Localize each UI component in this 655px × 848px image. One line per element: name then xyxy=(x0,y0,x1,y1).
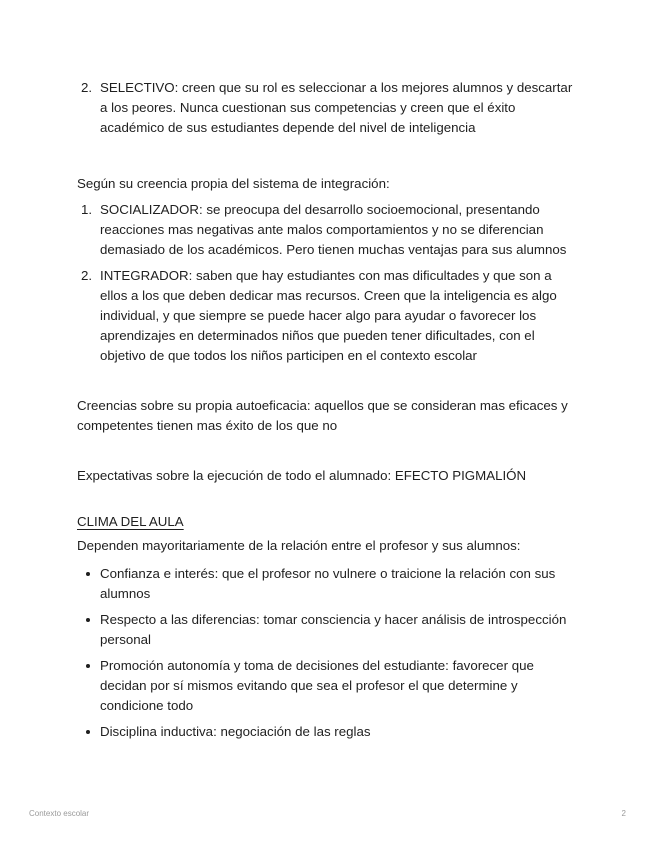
list-number: 2. xyxy=(81,268,93,283)
bullet-item xyxy=(77,656,582,716)
integration-belief-list xyxy=(77,200,582,366)
list-number: 2. xyxy=(81,80,93,95)
section-heading-clima: CLIMA DEL AULA xyxy=(77,514,184,529)
bullet-dot-icon xyxy=(86,572,90,576)
list-item-socializador xyxy=(77,200,582,260)
document-page xyxy=(77,78,582,748)
self-efficacy-paragraph: Creencias sobre su propia autoeficacia: aquellos que se consideran mas eficaces y competentes tienen mas éxito de los que no xyxy=(77,398,568,433)
list-item-selectivo xyxy=(77,78,582,138)
bullet-dot-icon xyxy=(86,664,90,668)
bullet-text: Respecto a las diferencias: tomar consciencia y hacer análisis de introspección personal xyxy=(100,612,567,647)
bullet-text: Disciplina inductiva: negociación de las reglas xyxy=(100,724,371,739)
bullet-dot-icon xyxy=(86,730,90,734)
bullet-item xyxy=(77,610,582,650)
bullet-text: Confianza e interés: que el profesor no vulnere o traicione la relación con sus alumnos xyxy=(100,566,556,601)
bullet-item xyxy=(77,564,582,604)
list-item-text: SOCIALIZADOR: se preocupa del desarrollo socioemocional, presentando reacciones mas negativas ante malos comportamientos y no se diferencian demasiado de los académicos. Pero tienen muchas ventajas para sus alumnos xyxy=(100,202,567,257)
integration-intro: Según su creencia propia del sistema de integración: xyxy=(77,176,390,191)
teacher-role-list xyxy=(77,78,582,138)
footer-page-number: 2 xyxy=(621,809,626,818)
list-item-text: SELECTIVO: creen que su rol es seleccionar a los mejores alumnos y descartar a los peores. Nunca cuestionan sus competencias y creen que el éxito académico de sus estudiantes depende del nivel de inteligencia xyxy=(100,80,573,135)
list-number: 1. xyxy=(81,202,93,217)
bullet-dot-icon xyxy=(86,618,90,622)
expectations-paragraph: Expectativas sobre la ejecución de todo el alumnado: EFECTO PIGMALIÓN xyxy=(77,468,527,483)
classroom-bullet-list xyxy=(77,564,582,742)
bullet-item xyxy=(77,722,582,742)
classroom-intro: Dependen mayoritariamente de la relación entre el profesor y sus alumnos: xyxy=(77,538,521,553)
list-item-text: INTEGRADOR: saben que hay estudiantes con mas dificultades y que son a ellos a los que deben dedicar mas recursos. Creen que la inteligencia es algo individual, y que siempre se puede hacer algo para ayudar o favorecer los aprendizajes en determinados niños que pueden tener dificultades, con el objetivo de que todos los niños participen en el contexto escolar xyxy=(100,268,557,363)
list-item-integrador xyxy=(77,266,582,366)
bullet-text: Promoción autonomía y toma de decisiones del estudiante: favorecer que decidan por sí mismos evitando que sea el profesor el que determine y condicione todo xyxy=(100,658,534,713)
footer-document-title: Contexto escolar xyxy=(29,809,90,818)
